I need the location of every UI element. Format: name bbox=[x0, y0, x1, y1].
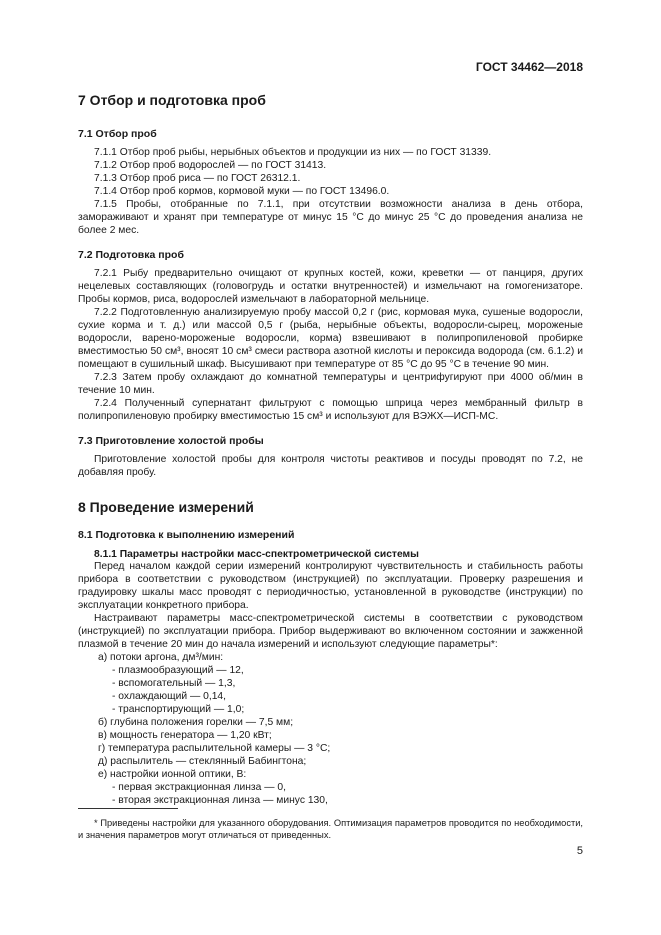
list-item: - охлаждающий — 0,14, bbox=[112, 691, 227, 702]
list-item: в) мощность генератора — 1,20 кВт; bbox=[98, 730, 272, 741]
section-8-1-1-title: 8.1.1 Параметры настройки масс-спектрометрической системы bbox=[94, 549, 419, 560]
list-item: а) потоки аргона, дм³/мин: bbox=[98, 652, 224, 663]
paragraph-7-1-3: 7.1.3 Отбор проб риса — по ГОСТ 26312.1. bbox=[94, 173, 301, 184]
footnote-divider bbox=[78, 808, 178, 809]
list-item: - вспомогательный — 1,3, bbox=[112, 678, 236, 689]
list-item: - первая экстракционная линза — 0, bbox=[112, 782, 286, 793]
paragraph-7-1-2: 7.1.2 Отбор проб водорослей — по ГОСТ 31413. bbox=[94, 160, 327, 171]
paragraph-7-1-4: 7.1.4 Отбор проб кормов, кормовой муки — по ГОСТ 13496.0. bbox=[94, 186, 390, 197]
list-item: - плазмообразующий — 12, bbox=[112, 665, 244, 676]
paragraph-7-2-3: 7.2.3 Затем пробу охлаждают до комнатной температуры и центрифугируют при 4000 об/мин в течение 10 мин. bbox=[78, 372, 583, 396]
list-item: д) распылитель — стеклянный Бабингтона; bbox=[98, 756, 307, 767]
paragraph-8-1-1-b: Настраивают параметры масс-спектрометрической системы в соответствии с руководством (инструкцией) по эксплуатации прибора. Прибор выдерживают во включенном состоянии и зажженной плазмой в течение 20 мин до начала измерений и используют следующие параметры*: bbox=[78, 613, 583, 650]
section-7-3-title: 7.3 Приготовление холостой пробы bbox=[78, 435, 264, 447]
section-7-2-title: 7.2 Подготовка проб bbox=[78, 249, 184, 261]
paragraph-7-2-4: 7.2.4 Полученный супернатант фильтруют с помощью шприца через мембранный фильтр в полипропиленовую пробирку вместимостью 15 см³ и используют для ВЭЖХ—ИСП-МС. bbox=[78, 398, 583, 422]
page-body bbox=[78, 92, 583, 807]
paragraph-7-2-1: 7.2.1 Рыбу предварительно очищают от крупных костей, кожи, креветки — от панциря, других нецелевых составляющих (головогрудь и остатки внутренностей) и измельчают на гомогенизаторе. Пробы кормов, риса, водорослей измельчают в лабораторной мельнице. bbox=[78, 268, 583, 305]
paragraph-7-2-2: 7.2.2 Подготовленную анализируемую пробу массой 0,2 г (рис, кормовая мука, сушеные водоросли, сухие корма и т. д.) или массой 0,5 г (рыба, нерыбные объекты, водоросли-сырец, мороженые водоросли, варено-мороженые водоросли, корма) взвешивают в полипропиленовой пробирке вместимостью 50 см³, вносят 10 см³ смеси раствора азотной кислоты и пероксида водорода (см. 6.1.2) и помещают в сушильный шкаф. Высушивают при температуре от 85 °С до 95 °С в течение 90 мин. bbox=[78, 307, 583, 370]
list-item: - вторая экстракционная линза — минус 130, bbox=[112, 795, 328, 806]
paragraph-7-3: Приготовление холостой пробы для контроля чистоты реактивов и посуды проводят по 7.2, не добавляя пробу. bbox=[78, 454, 583, 478]
list-item: г) температура распылительной камеры — 3 °С; bbox=[98, 743, 331, 754]
paragraph-7-1-1: 7.1.1 Отбор проб рыбы, нерыбных объектов и продукции из них — по ГОСТ 31339. bbox=[94, 147, 492, 158]
section-8-title: 8 Проведение измерений bbox=[78, 499, 254, 515]
footnote: * Приведены настройки для указанного оборудования. Оптимизация параметров проводится по необходимости, и значения параметров могут отличаться от приведенных. bbox=[78, 818, 583, 840]
section-7-1-title: 7.1 Отбор проб bbox=[78, 128, 157, 140]
paragraph-7-1-5: 7.1.5 Пробы, отобранные по 7.1.1, при отсутствии возможности анализа в день отбора, замораживают и хранят при температуре от минус 15 °С до минус 25 °С до проведения анализа не более 2 мес. bbox=[78, 199, 583, 236]
section-7-title: 7 Отбор и подготовка проб bbox=[78, 92, 266, 108]
list-item: - транспортирующий — 1,0; bbox=[112, 704, 245, 715]
paragraph-8-1-1-a: Перед началом каждой серии измерений контролируют чувствительность и стабильность работы прибора в соответствии с руководством (инструкцией) по эксплуатации. Проверку разрешения и градуировку шкалы масс проводят с периодичностью, установленной в руководстве (инструкции) по эксплуатации конкретного прибора. bbox=[78, 561, 583, 611]
list-item: б) глубина положения горелки — 7,5 мм; bbox=[98, 717, 294, 728]
page-number: 5 bbox=[576, 845, 583, 857]
section-8-1-title: 8.1 Подготовка к выполнению измерений bbox=[78, 529, 295, 541]
document-id: ГОСТ 34462—2018 bbox=[475, 60, 583, 74]
list-item: е) настройки ионной оптики, В: bbox=[98, 769, 247, 780]
